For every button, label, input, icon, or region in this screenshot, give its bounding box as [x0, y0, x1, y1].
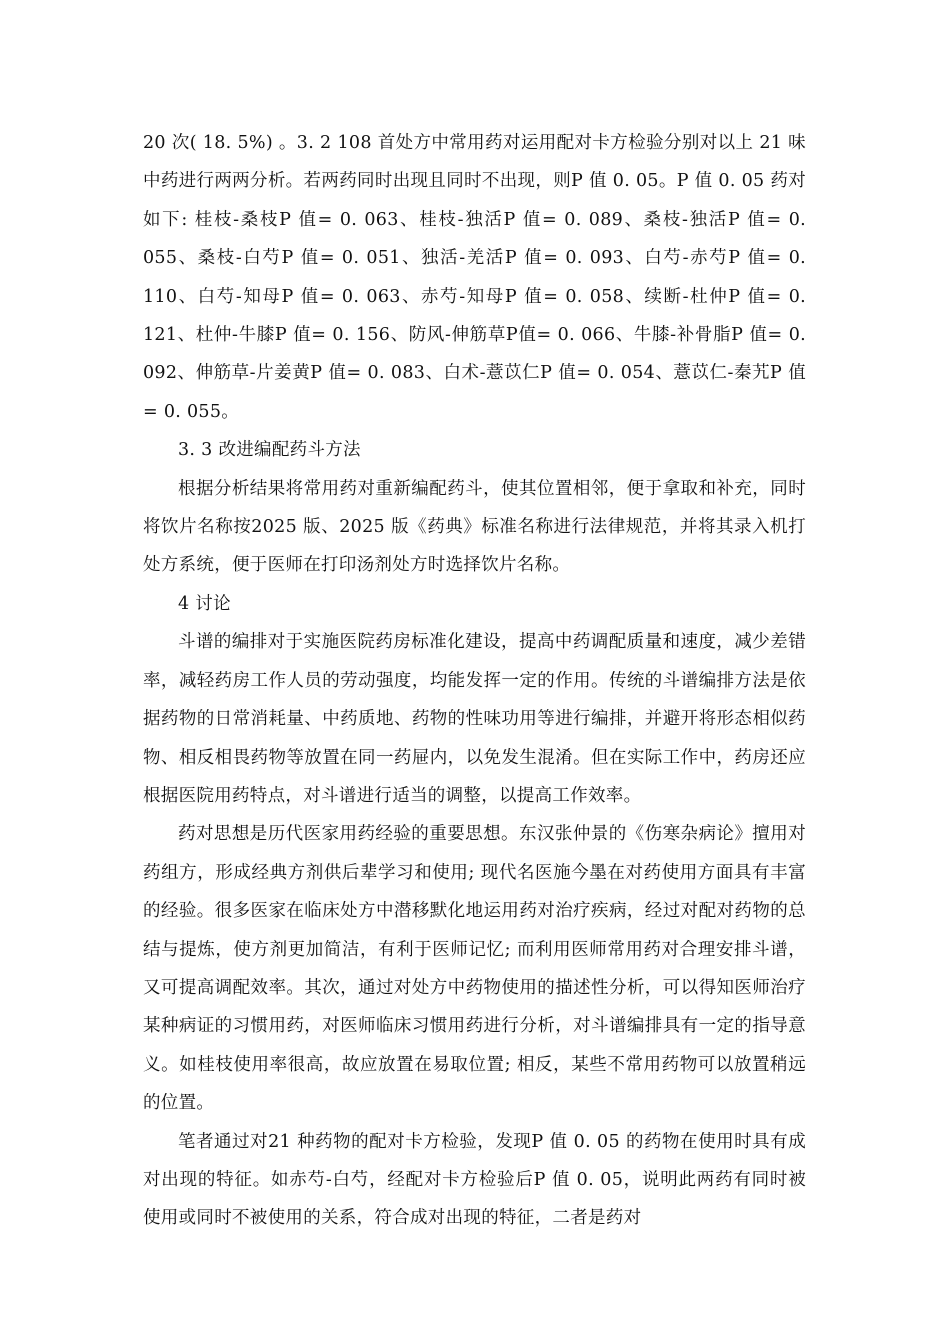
section-heading-4-discussion: 4 讨论 — [178, 593, 231, 614]
document-page — [143, 124, 806, 1238]
paragraph-discussion-3: 笔者通过对21 种药物的配对卡方检验，发现P 值 0. 05 的药物在使用时具有成对出现的特征。如赤芍-白芍，经配对卡方检验后P 值 0. 05，说明此两药有同时被使用或同时不被使用的关系，符合成对出现的特征，二者是药对 — [143, 1131, 806, 1229]
paragraph-discussion-1: 斗谱的编排对于实施医院药房标准化建设，提高中药调配质量和速度，减少差错率，减轻药房工作人员的劳动强度，均能发挥一定的作用。传统的斗谱编排方法是依据药物的日常消耗量、中药质地、药物的性味功用等进行编排，并避开将形态相似药物、相反相畏药物等放置在同一药屉内，以免发生混淆。但在实际工作中，药房还应根据医院用药特点，对斗谱进行适当的调整，以提高工作效率。 — [143, 632, 806, 806]
section-heading-3-3: 3. 3 改进编配药斗方法 — [178, 440, 361, 461]
paragraph-chi-square-results: 20 次( 18. 5%) 。3. 2 108 首处方中常用药对运用配对卡方检验分别对以上 21 味中药进行两两分析。若两药同时出现且同时不出现，则P 值 0. 05。P 值 0. 05 药对如下: 桂枝-桑枝P 值= 0. 063、桂枝-独活P 值= 0. 089、桑枝-独活P 值= 0. 055、桑枝-白芍P 值= 0. 051、独活-羌活P 值= 0. 093、白芍-赤芍P 值= 0. 110、白芍-知母P 值= 0. 063、赤芍-知母P 值= 0. 058、续断-杜仲P 值= 0. 121、杜仲-牛膝P 值= 0. 156、防风-伸筋草P值= 0. 066、牛膝-补骨脂P 值= 0. 092、伸筋草-片姜黄P 值= 0. 083、白术-薏苡仁P 值= 0. 054、薏苡仁-秦艽P 值= 0. 055。 — [143, 133, 806, 422]
paragraph-improved-method: 根据分析结果将常用药对重新编配药斗，使其位置相邻，便于拿取和补充，同时将饮片名称按2025 版、2025 版《药典》标准名称进行法律规范，并将其录入机打处方系统，便于医师在打印汤剂处方时选择饮片名称。 — [143, 478, 806, 576]
paragraph-discussion-2: 药对思想是历代医家用药经验的重要思想。东汉张仲景的《伤寒杂病论》擅用对药组方，形成经典方剂供后辈学习和使用; 现代名医施今墨在对药使用方面具有丰富的经验。很多医家在临床处方中潜移默化地运用药对治疗疾病，经过对配对药物的总结与提炼，使方剂更加简洁，有利于医师记忆; 而利用医师常用药对合理安排斗谱，又可提高调配效率。其次，通过对处方中药物使用的描述性分析，可以得知医师治疗某种病证的习惯用药，对医师临床习惯用药进行分析，对斗谱编排具有一定的指导意义。如桂枝使用率很高，故应放置在易取位置; 相反，某些不常用药物可以放置稍远的位置。 — [143, 824, 806, 1114]
